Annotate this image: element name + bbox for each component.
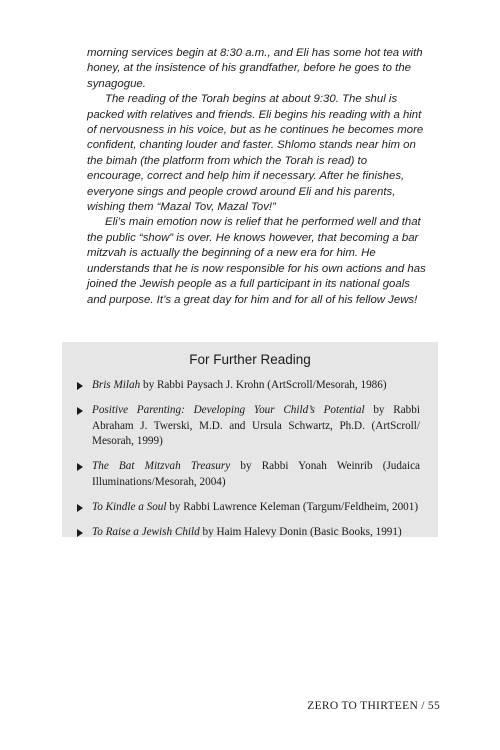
book-details: by Rabbi Paysach J. Krohn (ArtScroll/Mesorah, 1986) <box>140 379 387 391</box>
triangle-bullet-icon <box>77 382 83 390</box>
further-reading-box <box>62 342 438 537</box>
list-item <box>76 403 420 450</box>
list-item <box>76 525 420 541</box>
paragraph-2: The reading of the Torah begins at about 9:30. The shul is packed with relatives and friends. Eli begins his reading with a hint of nervousness in his voice, but as he continues he becomes more confident, chanting louder and faster. Shlomo stands near him on the bimah (the platform from which the Torah is read) to encourage, correct and help him if necessary. After he finishes, everyone sings and people crowd around Eli and his parents, wishing them “Mazal Tov, Mazal Tov!” <box>87 93 424 214</box>
book-title: Positive Parenting: Developing Your Child’s Potential <box>92 403 365 416</box>
triangle-bullet-icon <box>77 407 83 415</box>
book-details: by Rabbi Yonah Weinrib (Judaica Illuminations/Mesorah, 2004) <box>92 460 421 488</box>
triangle-bullet-icon <box>77 529 83 537</box>
further-reading-title: For Further Reading <box>189 352 311 367</box>
running-footer: ZERO TO THIRTEEN / 55 <box>307 700 440 712</box>
paragraph-1: morning services begin at 8:30 a.m., and Eli has some hot tea with honey, at the insistence of his grandfather, before he goes to the synagogue. <box>87 47 423 90</box>
book-details: by Rabbi Lawrence Keleman (Targum/Feldheim, 2001) <box>166 500 419 513</box>
book-title: Bris Milah <box>92 379 141 391</box>
book-details: by Rabbi Abraham J. Twerski, M.D. and Ursula Schwartz, Ph.D. (ArtScroll/ Mesorah, 1999) <box>92 403 420 448</box>
book-title: To Kindle a Soul <box>92 500 167 513</box>
book-details: by Haim Halevy Donin (Basic Books, 1991) <box>199 525 402 538</box>
body-text <box>87 46 427 308</box>
triangle-bullet-icon <box>77 463 83 471</box>
triangle-bullet-icon <box>77 504 83 512</box>
list-item <box>76 500 420 516</box>
further-reading-list <box>76 378 420 549</box>
list-item <box>76 378 420 394</box>
paragraph-3: Eli’s main emotion now is relief that he performed well and that the public “show” is over. He knows however, that becoming a bar mitzvah is actually the beginning of a new era for him. He understands that he is now responsible for his own actions and has joined the Jewish people as a full participant in its national goals and purpose. It’s a great day for him and for all of his fellow Jews! <box>87 216 426 306</box>
book-title: To Raise a Jewish Child <box>92 525 200 538</box>
list-item <box>76 459 420 491</box>
book-title: The Bat Mitzvah Treasury <box>92 460 231 473</box>
